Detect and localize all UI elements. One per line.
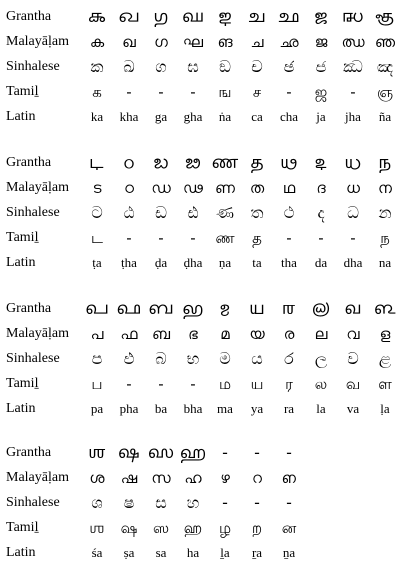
row-malayalam xyxy=(0,322,400,346)
row-label-latin: Latin xyxy=(6,255,36,270)
malayalam-cell: ശ xyxy=(89,469,105,487)
row-tamil xyxy=(0,372,400,396)
tamil-cell: ஸ xyxy=(152,519,170,537)
row-label-sinhalese: Sinhalese xyxy=(6,495,60,510)
latin-cell: pa xyxy=(90,401,104,416)
grantha-cell: 𑌧 xyxy=(344,153,362,172)
malayalam-cell: ണ xyxy=(215,179,235,197)
latin-cell: pha xyxy=(119,401,139,416)
sinhalese-cell: ළ xyxy=(378,349,392,368)
sinhalese-cell: ල xyxy=(314,349,328,368)
malayalam-cell: ന xyxy=(378,179,392,197)
tamil-cell: க xyxy=(92,83,102,101)
sinhalese-cell: ඝ xyxy=(187,57,199,76)
tamil-cell: ஹ xyxy=(183,519,203,537)
grantha-cell: 𑌘 xyxy=(182,7,204,26)
latin-cell: ma xyxy=(217,401,233,416)
row-malayalam xyxy=(0,466,400,490)
malayalam-cell: ഠ xyxy=(124,179,134,197)
grantha-cell: 𑌤 xyxy=(250,153,264,172)
sinhalese-cell: හ xyxy=(186,493,200,512)
grantha-cell: 𑌹 xyxy=(179,443,207,462)
malayalam-cell: ഥ xyxy=(282,179,296,197)
latin-cell: dha xyxy=(343,255,363,270)
malayalam-cell: ഖ xyxy=(122,33,136,51)
latin-cell: da xyxy=(314,255,328,270)
sinhalese-cell: ඵ xyxy=(123,349,135,368)
grantha-cell: 𑌰 xyxy=(282,299,296,318)
tamil-cell: ச xyxy=(252,83,262,101)
sinhalese-cell: - xyxy=(286,493,292,512)
latin-cell: ga xyxy=(154,109,168,124)
grantha-cell: 𑌡 xyxy=(153,153,169,172)
sinhalese-cell: ද xyxy=(317,203,325,222)
grantha-cell: 𑌕 xyxy=(87,7,107,26)
malayalam-cell: ര xyxy=(283,325,295,343)
sinhalese-cell: ච xyxy=(251,57,263,76)
tamil-cell: ல xyxy=(314,375,328,393)
malayalam-cell: റ xyxy=(252,469,262,487)
tamil-cell: - xyxy=(318,229,324,247)
tamil-cell: - xyxy=(158,83,164,101)
tamil-cell: ங xyxy=(218,83,232,101)
row-sinhalese xyxy=(0,55,400,79)
malayalam-cell: ഡ xyxy=(151,179,171,197)
row-label-sinhalese: Sinhalese xyxy=(6,351,60,366)
row-grantha xyxy=(0,151,400,175)
latin-cell: kha xyxy=(119,109,139,124)
row-label-malayalam: Malayāḷam xyxy=(6,470,69,485)
latin-cell: ḍa xyxy=(154,255,168,270)
latin-cell: ya xyxy=(250,401,264,416)
tamil-cell: ற xyxy=(251,519,263,537)
malayalam-cell: ഘ xyxy=(182,33,204,51)
malayalam-cell: ഫ xyxy=(120,325,138,343)
sinhalese-cell: ඨ xyxy=(123,203,135,222)
row-label-sinhalese: Sinhalese xyxy=(6,205,60,220)
grantha-cell: 𑌨 xyxy=(378,153,392,172)
row-label-latin: Latin xyxy=(6,109,36,124)
malayalam-cell: ജ xyxy=(314,33,328,51)
tamil-cell: ம xyxy=(218,375,232,393)
tamil-cell: ப xyxy=(91,375,103,393)
sinhalese-cell: ය xyxy=(251,349,263,368)
latin-cell: ja xyxy=(316,109,326,124)
row-label-tamil: Tamiḻ xyxy=(6,230,39,245)
row-latin xyxy=(0,105,400,129)
grantha-cell: 𑌙 xyxy=(218,7,232,26)
latin-cell: gha xyxy=(183,109,203,124)
sinhalese-cell: ඣ xyxy=(343,57,363,76)
row-sinhalese xyxy=(0,491,400,515)
malayalam-cell: ധ xyxy=(346,179,360,197)
row-label-grantha: Grantha xyxy=(6,445,52,460)
row-grantha xyxy=(0,5,400,29)
malayalam-cell: യ xyxy=(249,325,265,343)
malayalam-cell: വ xyxy=(346,325,360,343)
malayalam-cell: ഹ xyxy=(184,469,202,487)
grantha-cell: 𑌶 xyxy=(88,443,106,462)
grantha-cell: - xyxy=(254,443,260,462)
sinhalese-cell: ක xyxy=(90,57,104,76)
grantha-cell: 𑌳 xyxy=(374,299,396,318)
tamil-cell: ன xyxy=(281,519,297,537)
row-label-tamil: Tamiḻ xyxy=(6,84,39,99)
row-latin xyxy=(0,541,400,565)
latin-cell: ha xyxy=(186,545,200,560)
row-tamil xyxy=(0,226,400,250)
tamil-cell: - xyxy=(350,229,356,247)
grantha-cell: 𑌯 xyxy=(249,299,265,318)
latin-cell: tha xyxy=(281,255,297,270)
sinhalese-cell: ඛ xyxy=(123,57,135,76)
latin-cell: ca xyxy=(251,109,263,124)
malayalam-cell: ക xyxy=(89,33,105,51)
sinhalese-cell: ධ xyxy=(347,203,359,222)
malayalam-cell: ഝ xyxy=(341,33,365,51)
malayalam-cell: ഗ xyxy=(154,33,168,51)
tamil-cell: ஶ xyxy=(89,519,105,537)
sinhalese-cell: ත xyxy=(250,203,264,222)
sinhalese-cell: ප xyxy=(91,349,103,368)
sinhalese-cell: - xyxy=(222,493,228,512)
malayalam-cell: ദ xyxy=(316,179,326,197)
tamil-cell: ழ xyxy=(218,519,232,537)
grantha-cell: 𑌦 xyxy=(314,153,328,172)
sinhalese-cell: ර xyxy=(284,349,294,368)
sinhalese-cell: ඤ xyxy=(376,57,394,76)
latin-cell: ṭa xyxy=(92,255,102,270)
grantha-cell: 𑌮 xyxy=(219,299,231,318)
tamil-cell: - xyxy=(126,83,132,101)
row-label-sinhalese: Sinhalese xyxy=(6,59,60,74)
row-sinhalese xyxy=(0,347,400,371)
sinhalese-cell: - xyxy=(254,493,260,512)
latin-cell: na xyxy=(378,255,392,270)
sinhalese-cell: ඡ xyxy=(283,57,295,76)
malayalam-cell: ട xyxy=(92,179,102,197)
latin-cell: cha xyxy=(279,109,299,124)
malayalam-cell: ത xyxy=(249,179,265,197)
grantha-cell: 𑌥 xyxy=(280,153,298,172)
malayalam-cell: മ xyxy=(220,325,230,343)
grantha-cell: 𑌛 xyxy=(278,7,300,26)
latin-cell: ba xyxy=(154,401,168,416)
row-label-grantha: Grantha xyxy=(6,301,52,316)
grantha-cell: 𑌚 xyxy=(248,7,266,26)
grantha-cell: - xyxy=(286,443,292,462)
sinhalese-cell: ඩ xyxy=(155,203,167,222)
tamil-cell: ர xyxy=(285,375,293,393)
malayalam-cell: ങ xyxy=(217,33,233,51)
malayalam-cell: ച xyxy=(250,33,264,51)
row-label-grantha: Grantha xyxy=(6,155,52,170)
row-label-tamil: Tamiḻ xyxy=(6,520,39,535)
malayalam-cell: ബ xyxy=(151,325,171,343)
latin-cell: ḷa xyxy=(380,401,390,416)
sinhalese-cell: ශ xyxy=(91,493,103,512)
row-latin xyxy=(0,397,400,421)
malayalam-cell: ല xyxy=(314,325,328,343)
grantha-cell: 𑌝 xyxy=(342,7,364,26)
tamil-cell: ஞ xyxy=(376,83,394,101)
malayalam-cell: ഛ xyxy=(279,33,299,51)
row-tamil xyxy=(0,516,400,540)
latin-cell: ṅa xyxy=(218,109,232,124)
latin-cell: ḍha xyxy=(183,255,203,270)
grantha-cell: 𑌬 xyxy=(148,299,174,318)
row-grantha xyxy=(0,297,400,321)
tamil-cell: ஷ xyxy=(120,519,138,537)
row-label-grantha: Grantha xyxy=(6,9,52,24)
tamil-cell: - xyxy=(286,229,292,247)
tamil-cell: - xyxy=(158,375,164,393)
tamil-cell: - xyxy=(126,229,132,247)
sinhalese-cell: ණ xyxy=(216,203,234,222)
grantha-cell: 𑌸 xyxy=(147,443,175,462)
tamil-cell: வ xyxy=(345,375,361,393)
grantha-cell: - xyxy=(222,443,228,462)
malayalam-cell: ഩ xyxy=(282,469,296,487)
sinhalese-cell: ෂ xyxy=(123,493,135,512)
latin-cell: jha xyxy=(345,109,361,124)
sinhalese-cell: ඪ xyxy=(187,203,199,222)
sinhalese-cell: න xyxy=(378,203,392,222)
grantha-cell: 𑌵 xyxy=(344,299,362,318)
row-sinhalese xyxy=(0,201,400,225)
row-tamil xyxy=(0,80,400,104)
latin-cell: ḻa xyxy=(220,545,230,560)
latin-cell: ṟa xyxy=(251,545,263,560)
grantha-cell: 𑌲 xyxy=(311,299,331,318)
grantha-cell: 𑌜 xyxy=(314,7,328,26)
malayalam-cell: ള xyxy=(379,325,391,343)
malayalam-cell: ഷ xyxy=(120,469,138,487)
row-label-malayalam: Malayāḷam xyxy=(6,180,69,195)
latin-cell: ṭha xyxy=(121,255,137,270)
latin-cell: la xyxy=(316,401,326,416)
tamil-cell: - xyxy=(158,229,164,247)
malayalam-cell: പ xyxy=(90,325,104,343)
tamil-cell: - xyxy=(350,83,356,101)
sinhalese-cell: ග xyxy=(155,57,167,76)
malayalam-cell: ഢ xyxy=(183,179,203,197)
tamil-cell: ட xyxy=(91,229,103,247)
row-label-latin: Latin xyxy=(6,401,36,416)
latin-cell: ka xyxy=(90,109,104,124)
grantha-cell: 𑌠 xyxy=(123,153,135,172)
row-label-latin: Latin xyxy=(6,545,36,560)
malayalam-cell: സ xyxy=(151,469,171,487)
malayalam-cell: ഴ xyxy=(220,469,230,487)
sinhalese-cell: භ xyxy=(186,349,200,368)
tamil-cell: ய xyxy=(250,375,264,393)
latin-cell: ta xyxy=(252,255,262,270)
grantha-cell: 𑌪 xyxy=(85,299,109,318)
latin-cell: ṇa xyxy=(218,255,232,270)
malayalam-cell: ഭ xyxy=(188,325,198,343)
latin-cell: sa xyxy=(155,545,167,560)
grantha-cell: 𑌖 xyxy=(118,7,140,26)
row-latin xyxy=(0,251,400,275)
tamil-cell: ந xyxy=(380,229,390,247)
sinhalese-cell: ථ xyxy=(283,203,295,222)
grantha-cell: 𑌗 xyxy=(153,7,169,26)
latin-cell: ra xyxy=(283,401,295,416)
grantha-cell: 𑌫 xyxy=(116,299,142,318)
row-label-tamil: Tamiḻ xyxy=(6,376,39,391)
grantha-cell: 𑌟 xyxy=(89,153,105,172)
latin-cell: śa xyxy=(91,545,103,560)
row-label-malayalam: Malayāḷam xyxy=(6,34,69,49)
grantha-cell: 𑌭 xyxy=(182,299,204,318)
tamil-cell: - xyxy=(190,375,196,393)
tamil-cell: - xyxy=(190,229,196,247)
sinhalese-cell: ට xyxy=(91,203,103,222)
grantha-cell: 𑌢 xyxy=(184,153,202,172)
grantha-cell: 𑌞 xyxy=(375,7,395,26)
latin-cell: ña xyxy=(378,109,392,124)
row-malayalam xyxy=(0,30,400,54)
row-grantha xyxy=(0,441,400,465)
latin-cell: ṣa xyxy=(123,545,135,560)
row-malayalam xyxy=(0,176,400,200)
sinhalese-cell: ඞ xyxy=(219,57,231,76)
latin-cell: ṉa xyxy=(282,545,296,560)
tamil-cell: ண xyxy=(215,229,235,247)
grantha-cell: 𑌷 xyxy=(118,443,140,462)
tamil-cell: - xyxy=(126,375,132,393)
sinhalese-cell: ස xyxy=(155,493,167,512)
grantha-cell: 𑌣 xyxy=(211,153,239,172)
tamil-cell: ள xyxy=(378,375,392,393)
tamil-cell: த xyxy=(252,229,262,247)
malayalam-cell: ഞ xyxy=(374,33,396,51)
tamil-cell: - xyxy=(286,83,292,101)
sinhalese-cell: බ xyxy=(155,349,167,368)
sinhalese-cell: ම xyxy=(219,349,231,368)
latin-cell: bha xyxy=(183,401,203,416)
row-label-malayalam: Malayāḷam xyxy=(6,326,69,341)
latin-cell: va xyxy=(346,401,360,416)
sinhalese-cell: ජ xyxy=(315,57,327,76)
tamil-cell: - xyxy=(190,83,196,101)
sinhalese-cell: ව xyxy=(347,349,359,368)
tamil-cell: ஜ xyxy=(314,83,328,101)
